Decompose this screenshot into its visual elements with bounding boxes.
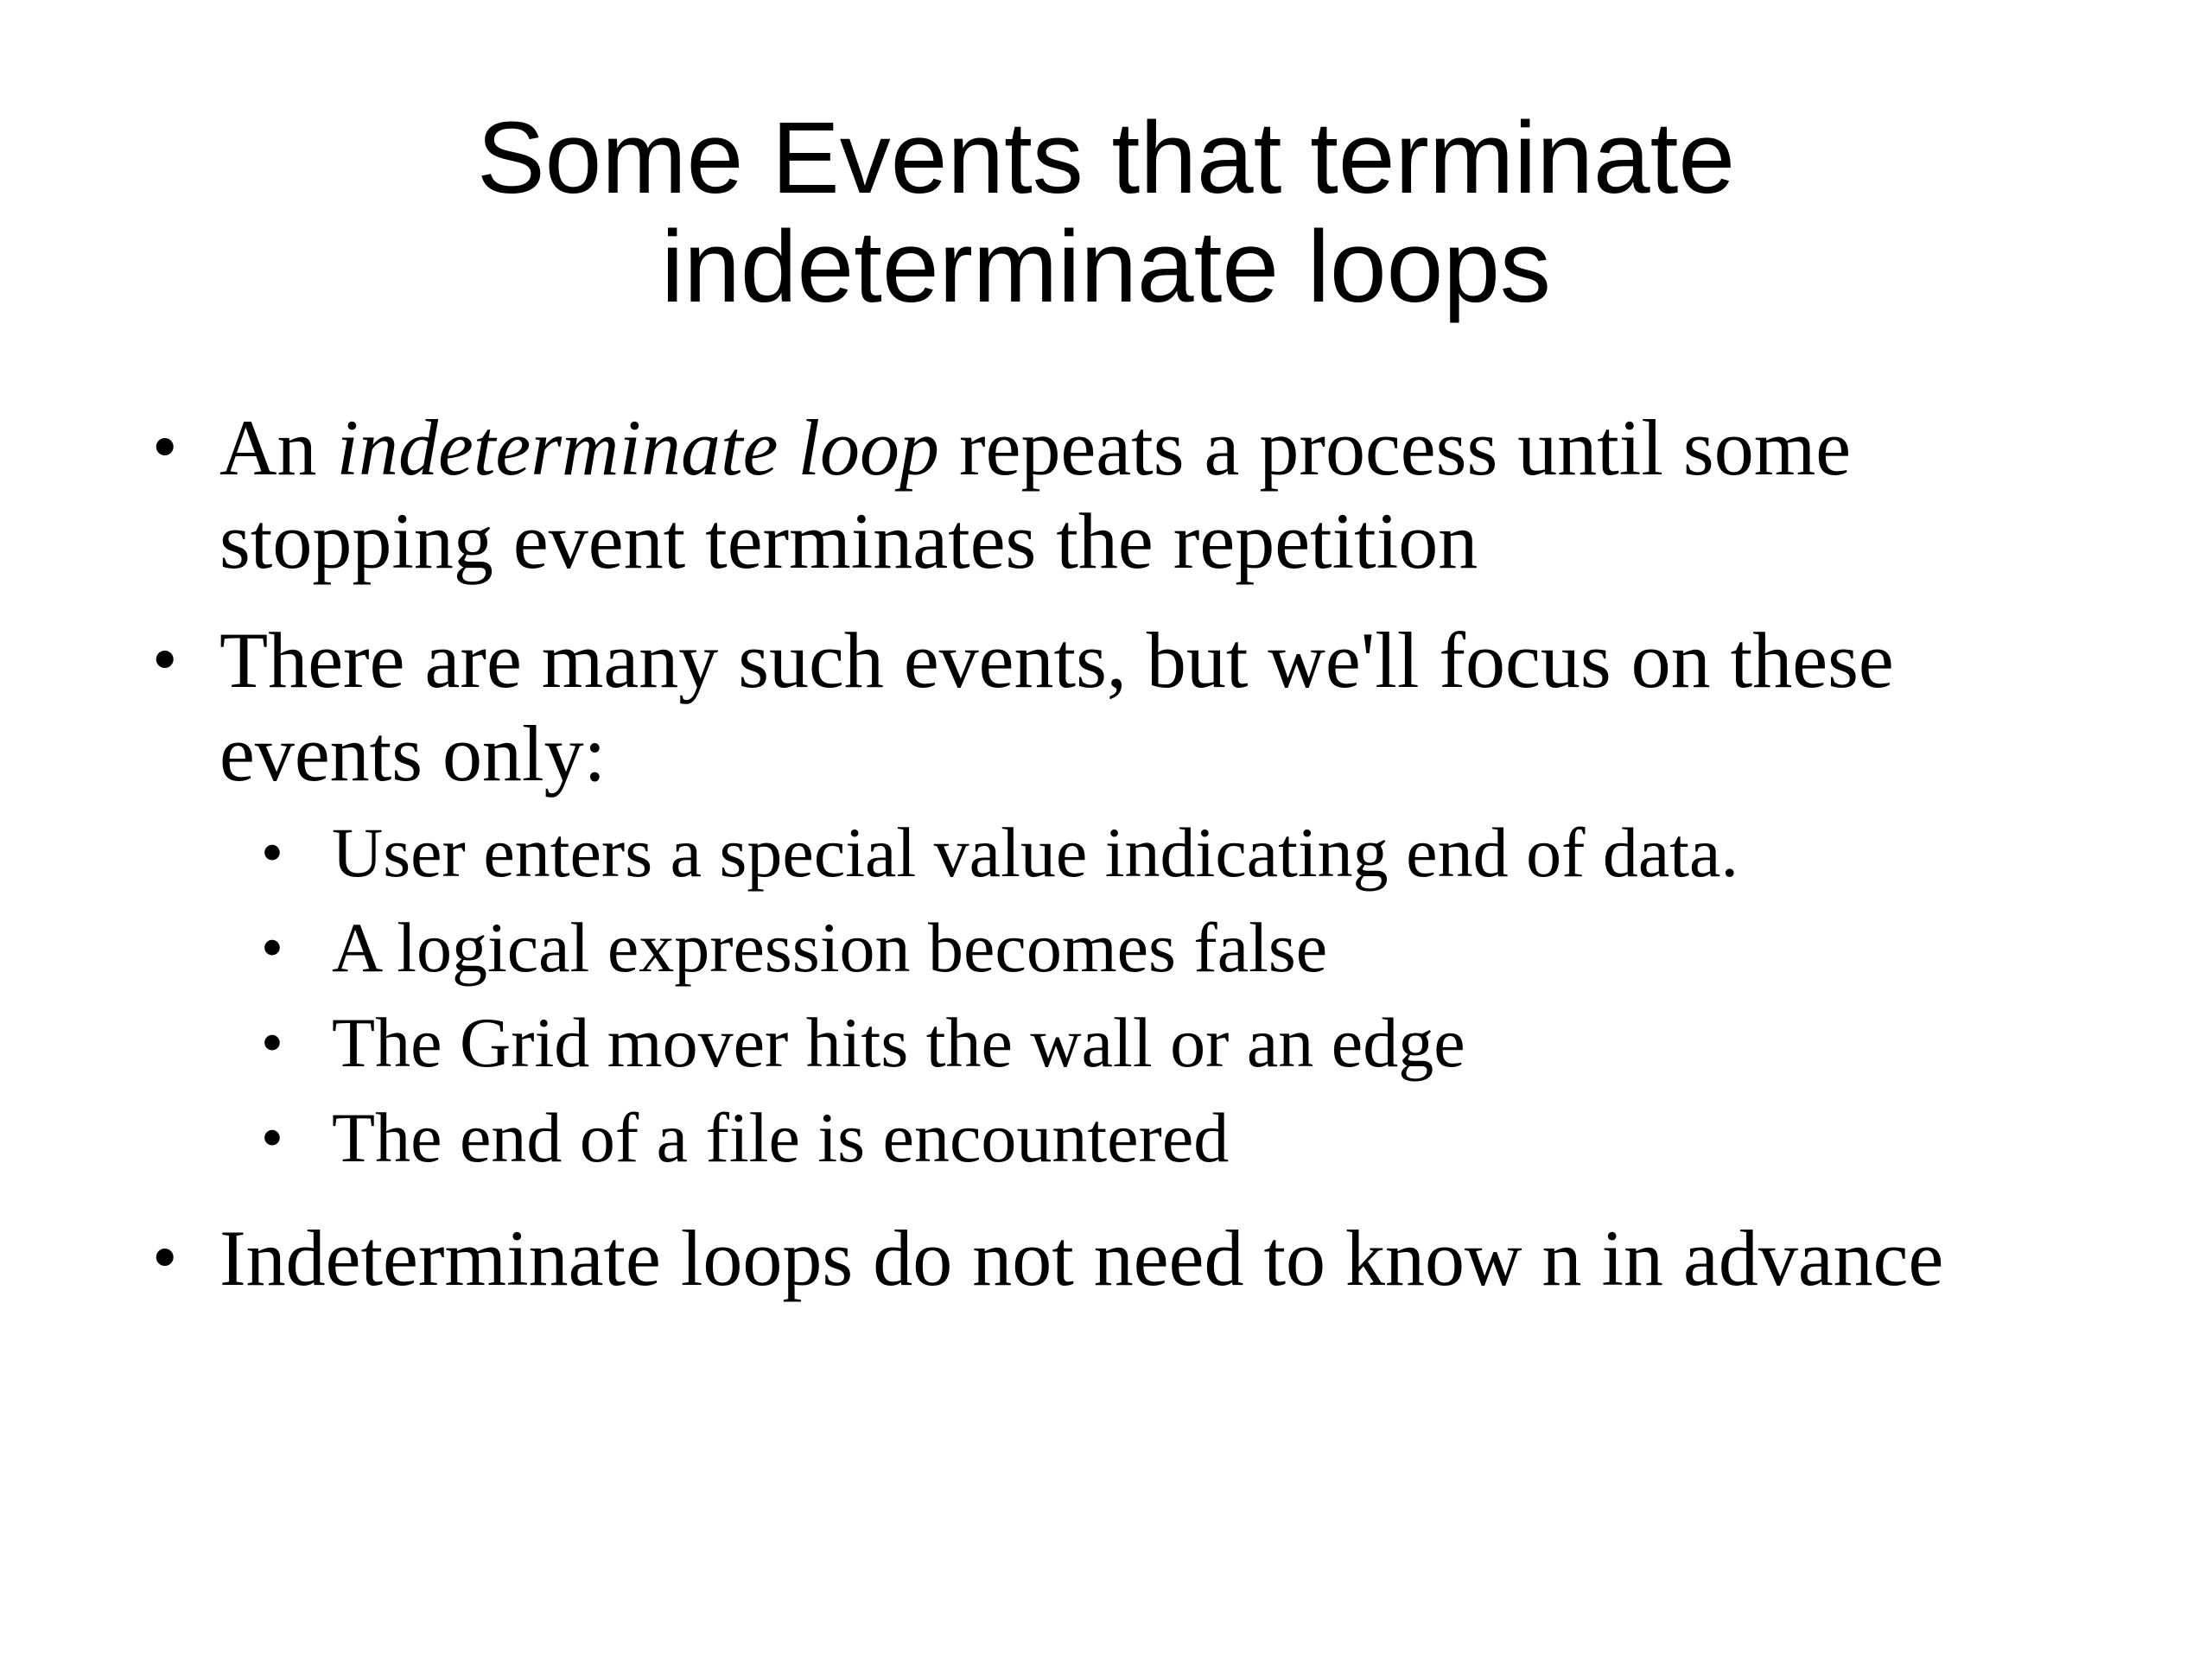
- sub-bullet-text: The end of a file is encountered: [332, 1098, 1230, 1177]
- sub-bullet-text: User enters a special value indicating end of data.: [332, 813, 1738, 892]
- bullet-text-emphasis: indeterminate loop: [336, 404, 939, 492]
- sub-bullet-dot-icon: •: [261, 912, 283, 983]
- sub-bullet-dot-icon: •: [261, 1007, 283, 1078]
- bullet-dot-icon: •: [152, 1217, 178, 1298]
- bullet-text-line: There are many such events, but we'll focus on these: [219, 616, 1894, 704]
- sub-bullet-text: A logical expression becomes false: [332, 908, 1328, 987]
- sub-bullet-text: The Grid mover hits the wall or an edge: [332, 1003, 1465, 1082]
- sub-bullet-dot-icon: •: [261, 1103, 283, 1173]
- bullet-text-line: [219, 401, 2172, 494]
- bullet-dot-icon: •: [152, 407, 178, 487]
- bullet-text: [219, 1211, 2172, 1305]
- slide-title: [0, 101, 2212, 324]
- bullet-text-line: Indeterminate loops do not need to know n in advance: [219, 1214, 1944, 1302]
- bullet-text-line: stopping event terminates the repetition: [219, 497, 1478, 585]
- slide-title-line-1: Some Events that terminate: [476, 101, 1736, 215]
- slide-title-line-2: indeterminate loops: [661, 210, 1551, 324]
- bullet-text-pre: An: [219, 404, 337, 492]
- bullet-text-post: repeats a process until some: [939, 404, 1852, 492]
- sub-bullet-dot-icon: •: [261, 817, 283, 888]
- bullet-dot-icon: •: [152, 620, 178, 700]
- bullet-text-line: events only:: [219, 709, 607, 798]
- bullet-text: [219, 613, 2172, 800]
- bullet-text: [219, 401, 2172, 588]
